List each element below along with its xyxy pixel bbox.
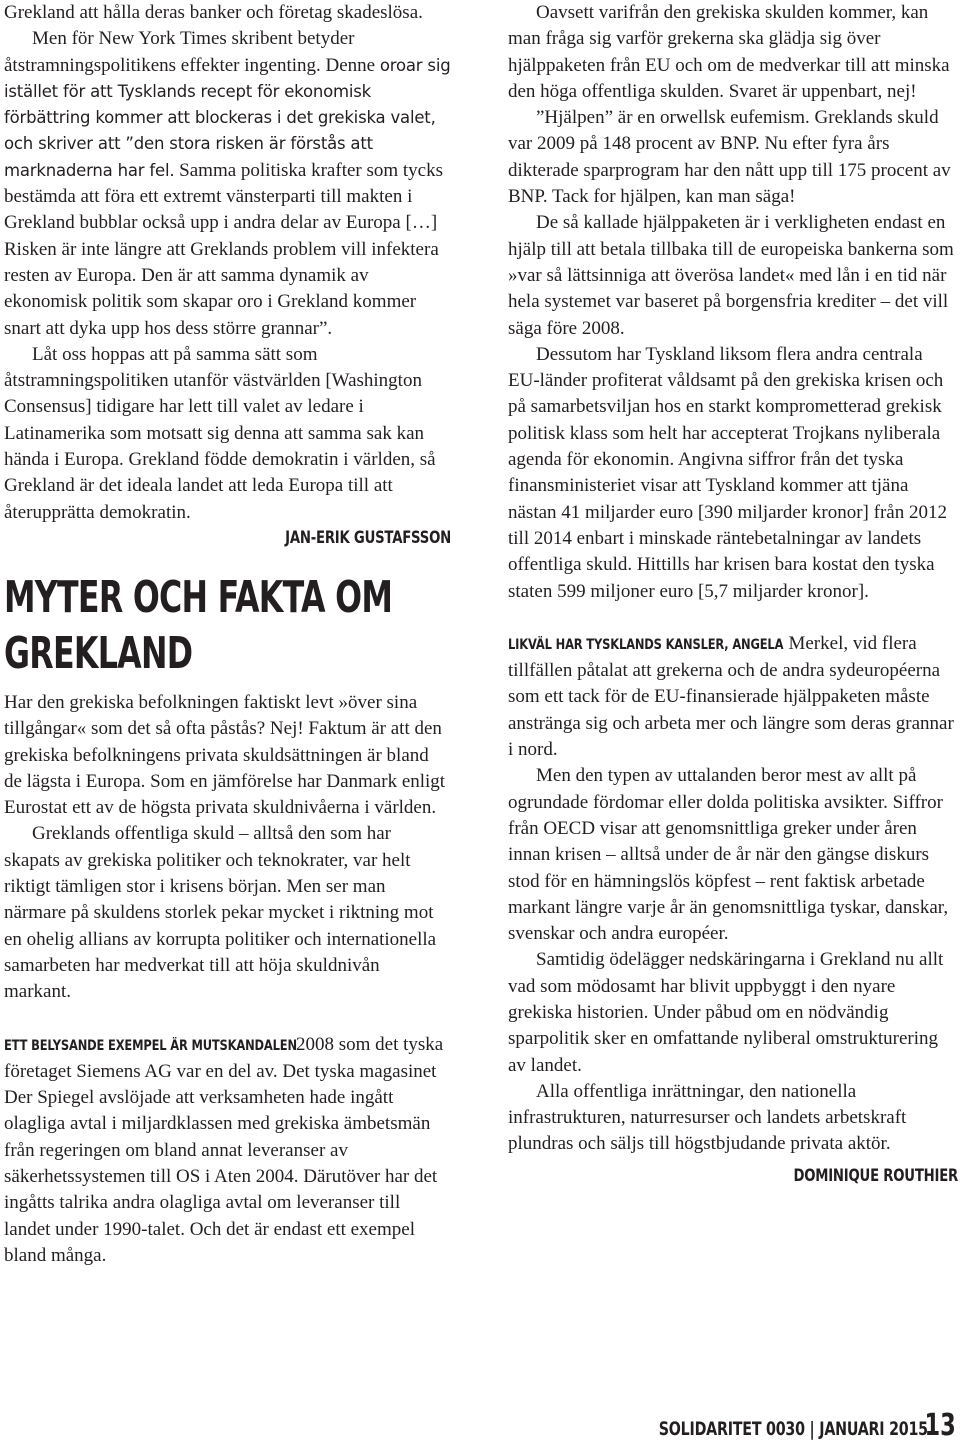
left-column (4, 0, 451, 1269)
paragraph: Låt oss hoppas att på samma sätt som åtstramningspolitiken utanför västvärlden [Washington Consensus] tidigare har lett till valet av ledare i Latinamerika som motsatt sig denna att samma sak kan hända i Europa. Grekland födde demokratin i världen, så Grekland är det ideala landet att leda Europa till att återupprätta demokratin. (4, 343, 436, 523)
paragraph-text: Men för New York Times skribent betyder åtstramningspolitikens effekter ingenting. Denne (4, 28, 376, 76)
paragraph (508, 631, 958, 763)
paragraph: Grekland att hålla deras banker och företag skadeslösa. (4, 2, 423, 23)
paragraph (4, 1032, 451, 1270)
run-in-subhead: ETT BELYSANDE EXEMPEL ÄR MUTSKANDALEN (4, 1037, 297, 1054)
footer-publication: SOLIDARITET 0030 | JANUARI 2015 (659, 1418, 929, 1440)
author-signature: JAN-ERIK GUSTAFSSON (285, 527, 451, 548)
run-in-subhead: LIKVÄL HAR TYSKLANDS KANSLER, ANGELA (508, 636, 784, 653)
paragraph: Har den grekiska befolkningen faktiskt levt »över sina tillgångar« som det så ofta påstås? Nej! Faktum är att den grekiska befolkningens privata skuldsättningen är bland de lägsta i Europa. Som en jämförelse har Danmark enligt Eurostat ett av de högsta privata skuldnivåerna i världen. (4, 691, 446, 819)
section-headline-line1: MYTER OCH FAKTA OM (4, 571, 393, 623)
paragraph: Oavsett varifrån den grekiska skulden kommer, kan man fråga sig varför grekerna ska glädja sig över hjälppaketen från EU och om de medverkar till att minska den höga offentliga skulden. Svaret är uppenbart, nej! (508, 2, 950, 102)
paragraph (4, 26, 451, 342)
paragraph: Samtidig ödelägger nedskäringarna i Grekland nu allt vad som mödosamt har blivit uppbyggt i den nyare grekiska historien. Under påbud om en nödvändig sparpolitik sker en omfattande nyliberal omstrukturering av landet. (508, 949, 944, 1076)
paragraph-text-sans: oroar sig istället för att Tysklands recept för ekonomisk förbättring kommer att blockeras i det grekiska valet, och skriver att ”den stora risken är förstås att marknaderna har fel. (4, 55, 451, 180)
paragraph: Dessutom har Tyskland liksom flera andra centrala EU-länder profiterat våldsamt på den grekiska krisen och på samarbetsviljan hos en starkt komprometterad grekisk politisk klass som helt har accepterat Trojkans nyliberala agenda för ekonomin. Angivna siffror från det tyska finansministeriet visar att Tyskland kommer att tjäna nästan 41 miljarder euro [390 miljarder kronor] från 2012 till 2014 enbart i minskade räntebetalningar av landets offentliga skuld. Hittills har krisen bara kostat den tyska staten 599 miljoner euro [5,7 miljarder kronor]. (508, 343, 947, 602)
page-number: 13 (924, 1408, 956, 1443)
paragraph-text: Samma politiska krafter som tycks bestämda att föra ett extremt vänsterparti till makten i Grekland bubblar också upp i andra delar av Europa […] Risken är inte längre att Greklands problem vill infektera resten av Europa. Den är att samma dynamik av ekonomisk politik som skapar oro i Grekland kommer snart att dyka upp hos dess större grannar”. (4, 159, 444, 339)
author-signature: DOMINIQUE ROUTHIER (793, 1165, 958, 1186)
right-column (508, 0, 958, 1186)
paragraph: Greklands offentliga skuld – alltså den som har skapats av grekiska politiker och teknokrater, var helt riktigt tämligen stor i krisens början. Men ser man närmare på skuldens storlek pekar mycket i riktning mot en ohelig allians av korrupta politiker och internationella samarbeten har medverkat till att höja skuldnivån markant. (4, 823, 437, 1003)
paragraph-text: 2008 som det tyska företaget Siemens AG var en del av. Det tyska magasinet Der Spiegel avslöjade att verksamheten hade ingått olagliga avtal i miljardklassen med grekiska ämbetsmän från regeringen om bland annat leveranser av säkerhetssystemen till OS i Aten 2004. Därutöver har det ingåtts talrika andra olagliga avtal om leveranser till landet under 1990-talet. Och det är endast ett exempel bland många. (4, 1033, 444, 1266)
paragraph: Alla offentliga inrättningar, den nationella infrastrukturen, naturresurser och landets arbetskraft plundras och säljs till högstbjudande privata aktör. (508, 1080, 907, 1155)
paragraph-text: Merkel, vid flera tillfällen påtalat att grekerna och de andra sydeuropéerna som ett tack för de EU-finansierade hjälppaketen måste anstränga sig och arbeta mer och längre som deras grannar i nord. (508, 632, 954, 761)
paragraph: Men den typen av uttalanden beror mest av allt på ogrundade fördomar eller dolda politiska avsikter. Siffror från OECD visar att genomsnittliga greker under åren innan krisen – alltså under de år när den gängse diskurs stod för en hämningslös köpfest – rent faktisk arbetade markant längre varje år än genomsnittliga tyskar, danskar, svenskar och andra européer. (508, 765, 949, 945)
page-footer (569, 1408, 956, 1443)
paragraph: ”Hjälpen” är en orwellsk eufemism. Greklands skuld var 2009 på 148 procent av BNP. Nu efter fyra års dikterade sparprogram har den nått upp till 175 procent av BNP. Tack for hjälpen, kan man säga! (508, 107, 951, 208)
section-headline-line2: GREKLAND (4, 627, 193, 679)
paragraph: De så kallade hjälppaketen är i verkligheten endast en hjälp till att betala tillbaka till de europeiska bankerna som »var så lättsinniga att överösa landet« med lån i en tid när hela systemet var baseret på borgensfria krediter – det vill säga före 2008. (508, 212, 954, 339)
